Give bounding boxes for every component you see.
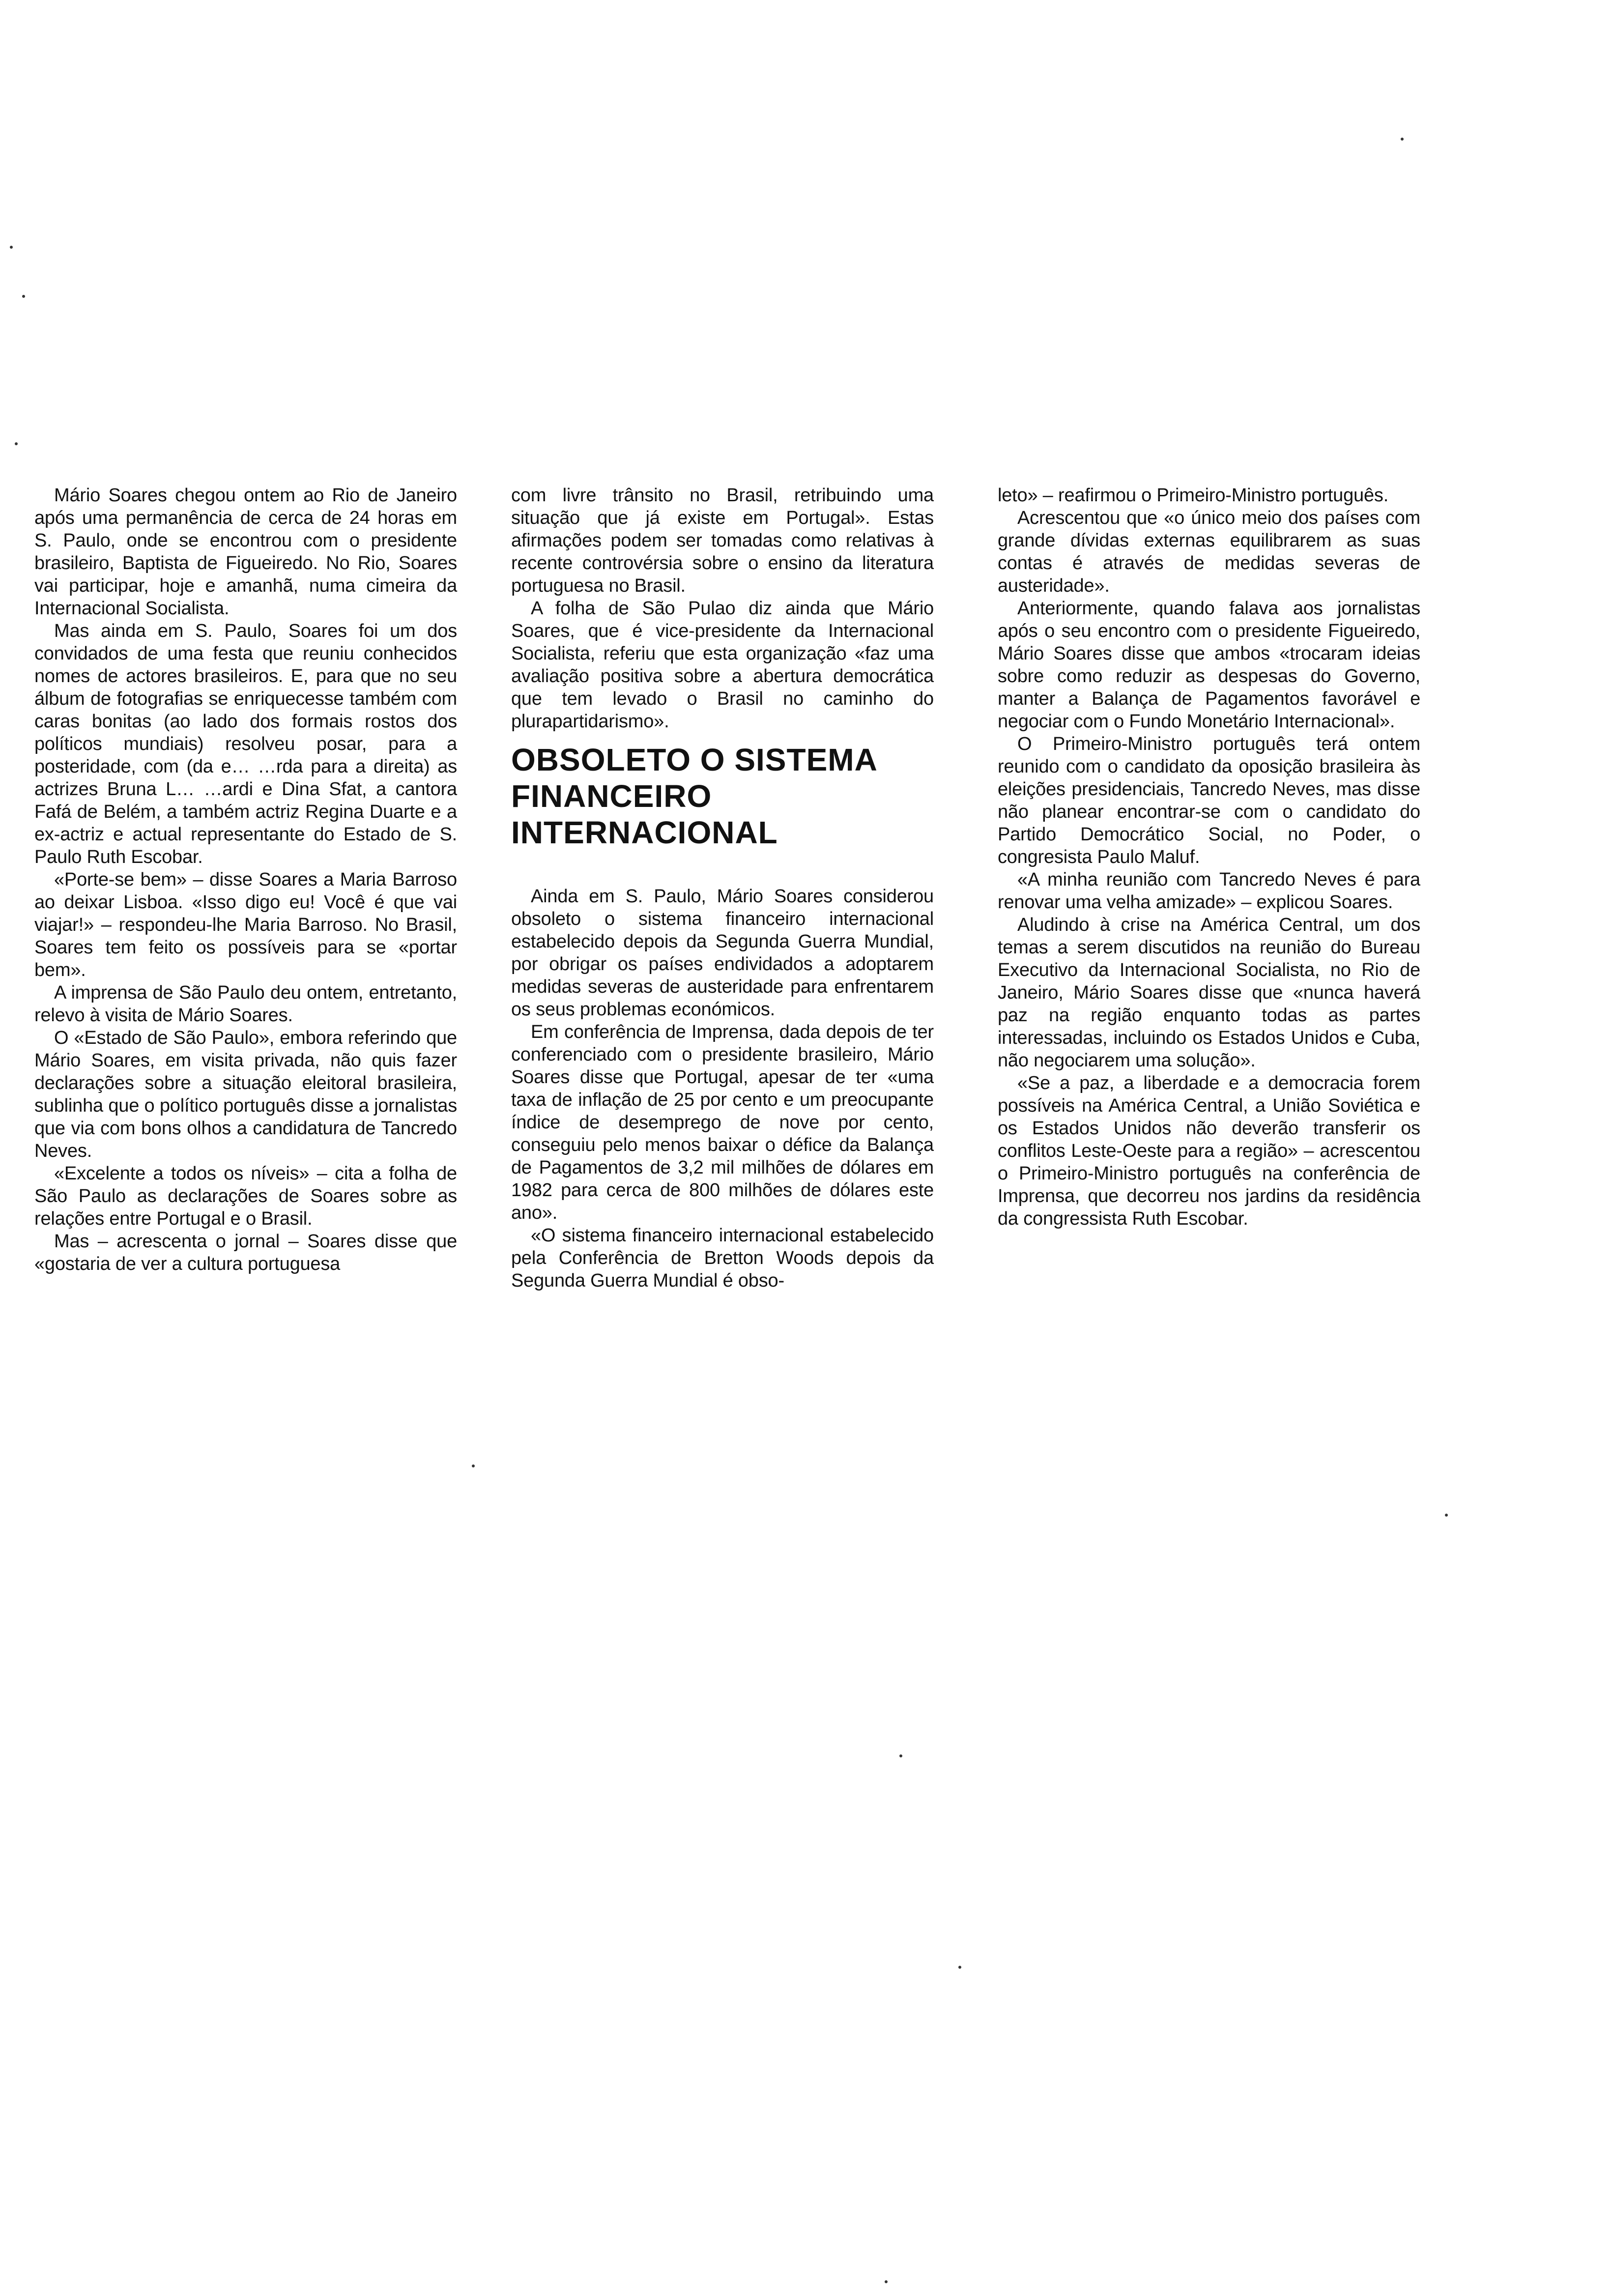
paragraph: Aludindo à crise na América Central, um dos temas a serem discutidos na reunião do Bureau Executivo da Internacional Socialista, no Rio de Janeiro, Mário Soares disse que «nunca haverá paz na região enquanto todas as partes interessadas, incluindo os Estados Unidos e Cuba, não negociarem uma solução». [998, 915, 1420, 1071]
paragraph: «A minha reunião com Tancredo Neves é para renovar uma velha amizade» – explicou Soares. [998, 869, 1420, 913]
scan-speck [22, 295, 25, 298]
paragraph: Ainda em S. Paulo, Mário Soares considerou obsoleto o sistema financeiro internacional estabelecido depois da Segunda Guerra Mundial, por obrigar os países endividados a adoptarem medidas severas de austeridade para enfrentarem os seus problemas económicos. [511, 886, 934, 1020]
scan-speck [958, 1966, 961, 1969]
scan-speck [899, 1754, 902, 1757]
paragraph: «O sistema financeiro internacional estabelecido pela Conferência de Bretton Woods depois da Segunda Guerra Mundial é obso- [511, 1225, 934, 1291]
scan-speck [15, 442, 18, 445]
paragraph: Em conferência de Imprensa, dada depois de ter conferenciado com o presidente brasileiro, Mário Soares disse que Portugal, apesar de ter «uma taxa de inflação de 25 por cento e um preocupante índice de desemprego de nove por cento, conseguiu pelo menos baixar o défice da Balança de Pagamentos de 3,2 mil milhões de dólares em 1982 para cerca de 800 milhões de dólares este ano». [511, 1022, 934, 1223]
paragraph: A imprensa de São Paulo deu ontem, entretanto, relevo à visita de Mário Soares. [34, 982, 457, 1026]
paragraph: Mas – acrescenta o jornal – Soares disse que «gostaria de ver a cultura portuguesa [34, 1231, 457, 1274]
paragraph: O Primeiro-Ministro português terá ontem reunido com o candidato da oposição brasileira às eleições presidenciais, Tancredo Neves, mas disse não planear encontrar-se com o candidato do Partido Democrático Social, no Poder, o congresista Paulo Maluf. [998, 734, 1420, 867]
section-headline: OBSOLETO O SISTEMA FINANCEIRO INTERNACIONAL [511, 742, 877, 850]
scan-speck [885, 2280, 888, 2283]
paragraph: «Excelente a todos os níveis» – cita a folha de São Paulo as declarações de Soares sobre as relações entre Portugal e o Brasil. [34, 1163, 457, 1229]
paragraph: Acrescentou que «o único meio dos países com grande dívidas externas equilibrarem as suas contas é através de medidas severas de austeridade». [998, 508, 1420, 596]
newspaper-clipping [34, 484, 1430, 1369]
paragraph: Anteriormente, quando falava aos jornalistas após o seu encontro com o presidente Figueiredo, Mário Soares disse que ambos «trocaram ideias sobre como reduzir as despesas do Governo, manter a Balança de Pagamentos favorável e negociar com o Fundo Monetário Internacional». [998, 598, 1420, 732]
paragraph: O «Estado de São Paulo», embora referindo que Mário Soares, em visita privada, não quis fazer declarações sobre a situação eleitoral brasileira, sublinha que o político português disse a jornalistas que via com bons olhos a candidatura de Tancredo Neves. [34, 1028, 457, 1161]
scan-speck [1401, 138, 1404, 141]
article-column-2 [511, 484, 934, 1292]
paragraph: com livre trânsito no Brasil, retribuindo uma situação que já existe em Portugal». Estas afirmações podem ser tomadas como relativas à recente controvérsia sobre o ensino da literatura portuguesa no Brasil. [511, 485, 934, 596]
paragraph: leto» – reafirmou o Primeiro-Ministro português. [998, 485, 1389, 506]
paragraph: A folha de São Pulao diz ainda que Mário Soares, que é vice-presidente da Internacional Socialista, referiu que esta organização «faz uma avaliação positiva sobre a abertura democrática que tem levado o Brasil no caminho do plurapartidarismo». [511, 598, 934, 732]
article-column-3 [998, 484, 1420, 1230]
scan-speck [472, 1464, 475, 1467]
scan-speck [10, 246, 13, 249]
paragraph: «Se a paz, a liberdade e a democracia forem possíveis na América Central, a União Soviética e os Estados Unidos não deverão transferir os conflitos Leste-Oeste para a região» – acrescentou o Primeiro-Ministro português na conferência de Imprensa, que decorreu nos jardins da residência da congressista Ruth Escobar. [998, 1073, 1420, 1229]
scan-speck [1445, 1514, 1448, 1517]
article-column-1 [34, 484, 457, 1275]
paragraph: «Porte-se bem» – disse Soares a Maria Barroso ao deixar Lisboa. «Isso digo eu! Você é que vai viajar!» – respondeu-lhe Maria Barroso. No Brasil, Soares tem feito os possíveis para se «portar bem». [34, 869, 457, 980]
paragraph: Mas ainda em S. Paulo, Soares foi um dos convidados de uma festa que reuniu conhecidos nomes de actores brasileiros. E, para que no seu álbum de fotografias se enriquecesse também com caras bonitas (ao lado dos formais rostos dos políticos mundiais) resolveu posar, para a posteridade, com (da e… …rda para a direita) as actrizes Bruna L… …ardi e Dina Sfat, a cantora Fafá de Belém, a também actriz Regina Duarte e a ex-actriz e actual representante do Estado de S. Paulo Ruth Escobar. [34, 621, 457, 867]
paragraph: Mário Soares chegou ontem ao Rio de Janeiro após uma permanência de cerca de 24 horas em S. Paulo, onde se encontrou com o presidente brasileiro, Baptista de Figueiredo. No Rio, Soares vai participar, hoje e amanhã, numa cimeira da Internacional Socialista. [34, 485, 457, 619]
